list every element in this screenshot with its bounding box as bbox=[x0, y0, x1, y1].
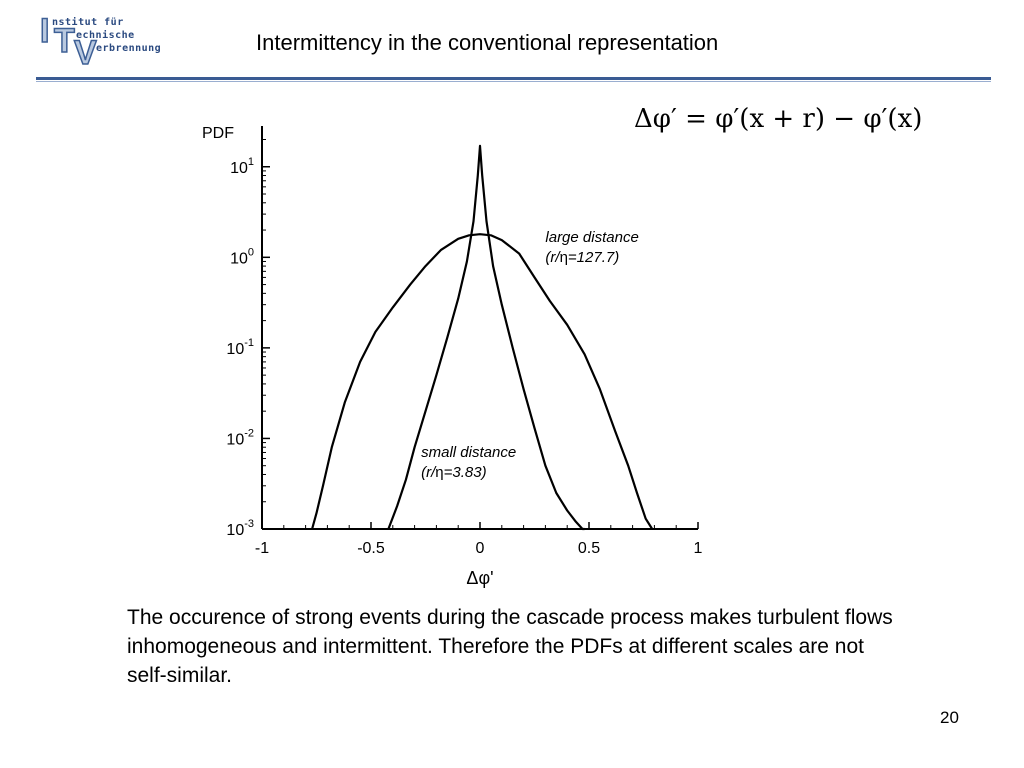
series-annotation-line1: large distance bbox=[545, 229, 639, 246]
slide-title: Intermittency in the conventional representation bbox=[256, 30, 719, 55]
logo-line-1: nstitut für bbox=[52, 17, 124, 28]
chart-label-layer bbox=[421, 229, 639, 481]
chart-axes bbox=[202, 125, 703, 588]
logo-line-3: erbrennung bbox=[96, 43, 162, 54]
y-tick-label: $10^{-3}$ bbox=[226, 518, 254, 539]
series-large-distance-line bbox=[312, 234, 652, 529]
x-tick-label: 1 bbox=[693, 540, 703, 557]
y-tick-label: $10^{-2}$ bbox=[226, 427, 254, 449]
title-rule bbox=[36, 77, 991, 80]
title-rule-secondary bbox=[36, 81, 991, 82]
pdf-chart bbox=[190, 118, 720, 593]
y-axis-title: PDF bbox=[202, 125, 234, 142]
series-annotation-line2: (r/η=3.83) bbox=[421, 464, 487, 481]
y-tick-label: $10^1$ bbox=[230, 155, 254, 177]
x-tick-label: 0.5 bbox=[577, 540, 601, 557]
series-annotation-line1: small distance bbox=[421, 444, 517, 461]
logo-letter-t: T bbox=[54, 22, 75, 60]
formula: Δφ′ = φ′(x + r) − φ′(x) bbox=[634, 104, 923, 134]
institute-logo bbox=[36, 14, 186, 74]
x-axis-title: Δφ' bbox=[466, 568, 494, 588]
logo-line-2: echnische bbox=[76, 30, 135, 41]
logo-letter-v: V bbox=[74, 34, 97, 72]
y-tick-label: $10^0$ bbox=[230, 246, 254, 268]
x-tick-label: -1 bbox=[254, 540, 270, 557]
logo-letter-i: I bbox=[40, 12, 50, 50]
y-tick-label: $10^{-1}$ bbox=[226, 336, 254, 358]
x-tick-label: 0 bbox=[475, 540, 485, 557]
x-tick-label: -0.5 bbox=[357, 540, 385, 557]
series-annotation-line2: (r/η=127.7) bbox=[545, 249, 620, 266]
page-number: 20 bbox=[940, 708, 959, 727]
caption-text: The occurence of strong events during the cascade process makes turbulent flows inhomogeneous and intermittent. Therefore the PDFs at different scales are not self-similar. bbox=[127, 606, 893, 687]
